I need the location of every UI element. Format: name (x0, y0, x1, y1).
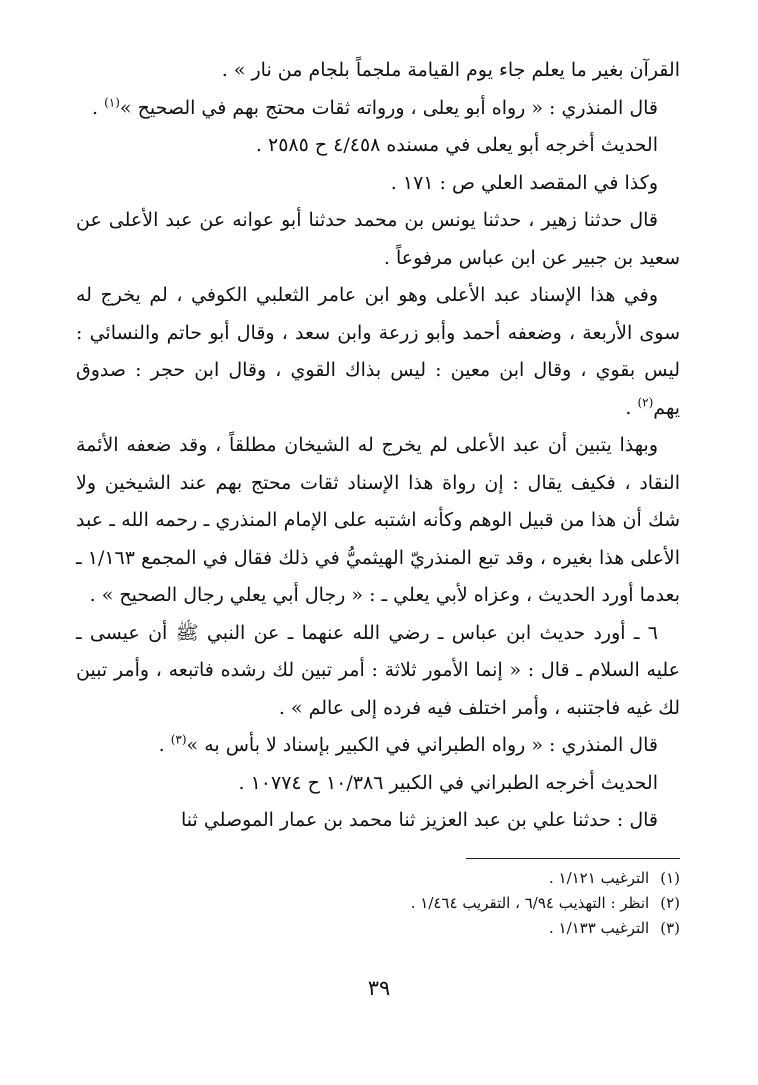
paragraph-hadith-6: ٦ ـ أورد حديث ابن عباس ـ رضي الله عنهما ـ عن النبي ﷺ أن عيسى ـ عليه السلام ـ قال : « إنما الأمور ثلاثة : أمر تبين لك رشده فاتبعه ، وأمر تبين لك غيه فاجتنبه ، وأمر اختلف فيه فرده إلى عالم » . (76, 621, 680, 719)
footnote-item (76, 866, 680, 891)
paragraph-trailing: . (92, 96, 105, 119)
paragraph-musnad-abu-yala: الحديث أخرجه أبو يعلى في مسنده ٤/٤٥٨ ح ٢٥٨٥ . (255, 134, 658, 156)
footnotes (76, 866, 680, 941)
paragraph-analysis: وبهذا يتبين أن عبد الأعلى لم يخرج له الشيخان مطلقاً ، وقد ضعفه الأئمة النقاد ، فكيف يقال : إن رواة هذا الإسناد ثقات محتج بهم عند الشيخين ولا شك أن هذا من قبيل الوهم وكأنه اشتبه على الإمام المنذري ـ رحمه الله ـ عبد الأعلى هذا بغيره ، وقد تبع المنذريّ الهيثميُّ في ذلك فقال في المجمع ١/١٦٣ ـ بعدما أورد الحديث ، وعزاه لأبي يعلي ـ : « رجال أبي يعلي رجال الصحيح » . (76, 434, 680, 606)
paragraph-isnad-chain: قال حدثنا زهير ، حدثنا يونس بن محمد حدثنا أبو عوانه عن عبد الأعلى عن سعيد بن جبير عن ابن عباس مرفوعاً . (76, 209, 680, 269)
page-number: ٣٩ (367, 976, 391, 1000)
footnote-reference-1[interactable]: (١) (104, 95, 120, 110)
paragraph-mundhiri-tabarani (76, 727, 680, 765)
footnote-item (76, 916, 680, 941)
footnote-reference-3[interactable]: (٣) (170, 732, 187, 747)
paragraph-abd-al-ala-grading (76, 277, 680, 427)
footnote-item (76, 891, 680, 916)
paragraph-quran-hadith-end: القرآن بغير ما يعلم جاء يوم القيامة ملجماً بلجام من نار » . (221, 59, 680, 81)
footnote-reference-2[interactable]: (٢) (637, 395, 654, 410)
footnote-divider (466, 858, 680, 859)
footnote-text: انظر : التهذيب ٦/٩٤ ، التقريب ١/٤٦٤ . (410, 894, 650, 912)
footnote-number: (٢) (660, 894, 680, 912)
paragraph-maqsad-ali: وكذا في المقصد العلي ص : ١٧١ . (390, 171, 658, 194)
paragraph-text: وفي هذا الإسناد عبد الأعلى وهو ابن عامر الثعلبي الكوفي ، لم يخرج له سوى الأربعة ، وضعفه أحمد وأبو زرعة وابن سعد ، وقال أبو حاتم والنسائي : ليس بقوي ، وقال ابن معين : ليس بذاك القوي ، وقال ابن حجر : صدوق يهم (76, 284, 680, 419)
paragraph-trailing: . (158, 734, 171, 756)
footnote-text: الترغيب ١/١٢١ . (548, 869, 650, 887)
paragraph-tabarani-kabir: الحديث أخرجه الطبراني في الكبير ١٠/٣٨٦ ح ١٠٧٧٤ . (238, 771, 658, 794)
paragraph-text: قال المنذري : « رواه الطبراني في الكبير بإسناد لا بأس به » (186, 734, 658, 756)
paragraph-text: قال المنذري : « رواه أبو يعلى ، ورواته ثقات محتج بهم في الصحيح » (119, 96, 658, 119)
paragraph-chain-continues: قال : حدثنا علي بن عبد العزيز ثنا محمد بن عمار الموصلي ثنا (180, 809, 658, 831)
paragraph-mundhiri-abu-yala (76, 90, 680, 128)
paragraph-trailing: . (625, 396, 638, 419)
footnote-text: الترغيب ١/١٣٣ . (548, 919, 650, 937)
page-body (76, 52, 680, 840)
footnote-number: (١) (660, 869, 680, 887)
footnote-number: (٣) (660, 919, 680, 937)
